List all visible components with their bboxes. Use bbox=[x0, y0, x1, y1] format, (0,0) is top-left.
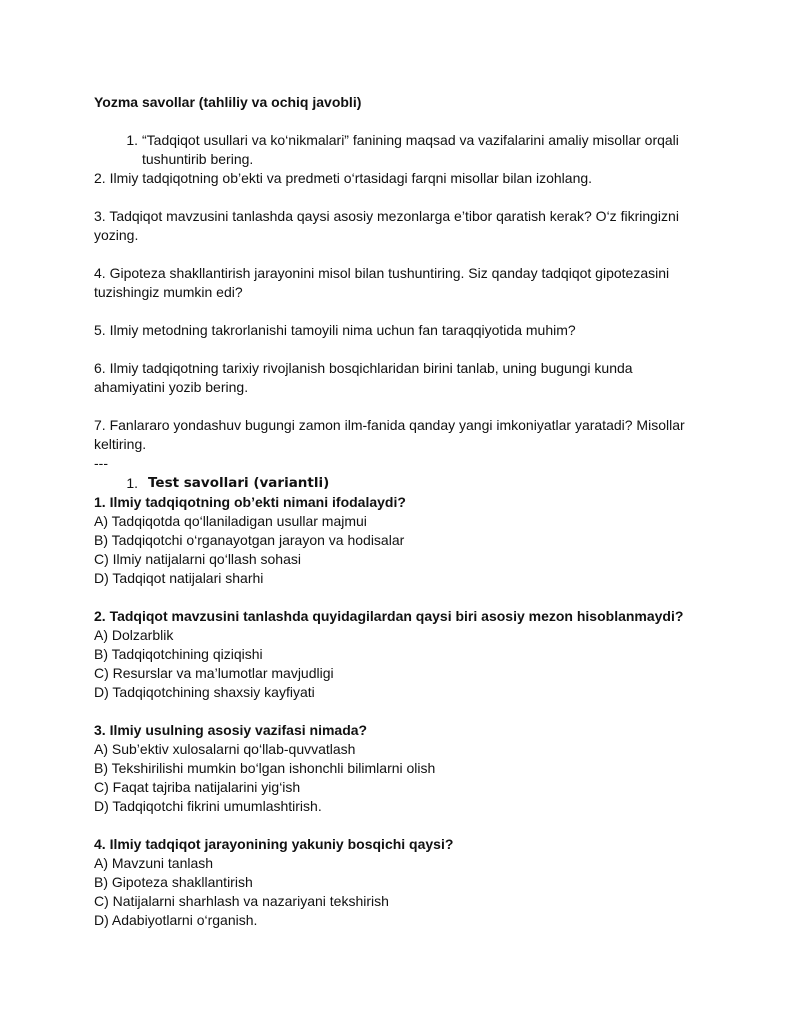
test-option: D) Tadqiqotchining shaxsiy kayfiyati bbox=[94, 684, 315, 700]
section-title-written: Yozma savollar (tahliliy va ochiq javobli) bbox=[94, 94, 362, 110]
test-option: B) Tadqiqotchining qiziqishi bbox=[94, 646, 263, 662]
test-option: B) Tekshirilishi mumkin bo‘lgan ishonchli bilimlarni olish bbox=[94, 760, 436, 776]
test-question-2 bbox=[94, 607, 706, 702]
test-question-text: 2. Tadqiqot mavzusini tanlashda quyidagilardan qaysi biri asosiy mezon hisoblanmaydi? bbox=[94, 608, 684, 624]
list-number: 1. bbox=[126, 132, 138, 148]
test-question-4 bbox=[94, 835, 706, 930]
test-option: B) Tadqiqotchi o‘rganayotgan jarayon va hodisalar bbox=[94, 532, 405, 548]
written-question-5: 5. Ilmiy metodning takrorlanishi tamoyili nima uchun fan taraqqiyotida muhim? bbox=[94, 322, 576, 338]
test-option: C) Faqat tajriba natijalarini yig‘ish bbox=[94, 779, 301, 795]
test-option: D) Adabiyotlarni o‘rganish. bbox=[94, 912, 258, 928]
test-option: D) Tadqiqotchi fikrini umumlashtirish. bbox=[94, 798, 322, 814]
written-question-7: 7. Fanlararo yondashuv bugungi zamon ilm-fanida qanday yangi imkoniyatlar yaratadi? Misollar keltiring. bbox=[94, 417, 685, 452]
test-option: C) Resurslar va ma’lumotlar mavjudligi bbox=[94, 665, 334, 681]
test-option: C) Ilmiy natijalarni qo‘llash sohasi bbox=[94, 551, 301, 567]
section-title-test bbox=[94, 474, 706, 493]
separator: --- bbox=[94, 455, 108, 471]
written-question-3: 3. Tadqiqot mavzusini tanlashda qaysi asosiy mezonlarga e’tibor qaratish kerak? O‘z fikringizni yozing. bbox=[94, 208, 679, 243]
written-question-1 bbox=[94, 131, 706, 169]
test-option: B) Gipoteza shakllantirish bbox=[94, 874, 253, 890]
test-option: D) Tadqiqot natijalari sharhi bbox=[94, 570, 264, 586]
written-question-4: 4. Gipoteza shakllantirish jarayonini misol bilan tushuntiring. Siz qanday tadqiqot gipotezasini tuzishingiz mumkin edi? bbox=[94, 265, 670, 300]
test-option: A) Dolzarblik bbox=[94, 627, 174, 643]
written-question-6: 6. Ilmiy tadqiqotning tarixiy rivojlanish bosqichlaridan birini tanlab, uning bugungi kunda ahamiyatini yozib bering. bbox=[94, 360, 633, 395]
test-question-3 bbox=[94, 721, 706, 816]
test-option: A) Tadqiqotda qo‘llaniladigan usullar majmui bbox=[94, 513, 367, 529]
test-question-1 bbox=[94, 493, 706, 588]
document-body bbox=[94, 93, 706, 930]
list-number: 1. bbox=[126, 475, 138, 491]
written-question-text: “Tadqiqot usullari va ko‘nikmalari” fanining maqsad va vazifalarini amaliy misollar orqali tushuntirib bering. bbox=[142, 132, 679, 167]
test-question-text: 1. Ilmiy tadqiqotning ob’ekti nimani ifodalaydi? bbox=[94, 494, 406, 510]
test-section-heading: Test savollari (variantli) bbox=[148, 475, 330, 491]
test-option: C) Natijalarni sharhlash va nazariyani tekshirish bbox=[94, 893, 389, 909]
test-question-text: 3. Ilmiy usulning asosiy vazifasi nimada? bbox=[94, 722, 368, 738]
written-question-2: 2. Ilmiy tadqiqotning ob’ekti va predmeti o‘rtasidagi farqni misollar bilan izohlang. bbox=[94, 170, 593, 186]
test-option: A) Sub’ektiv xulosalarni qo‘llab-quvvatlash bbox=[94, 741, 356, 757]
test-question-text: 4. Ilmiy tadqiqot jarayonining yakuniy bosqichi qaysi? bbox=[94, 836, 454, 852]
test-option: A) Mavzuni tanlash bbox=[94, 855, 214, 871]
